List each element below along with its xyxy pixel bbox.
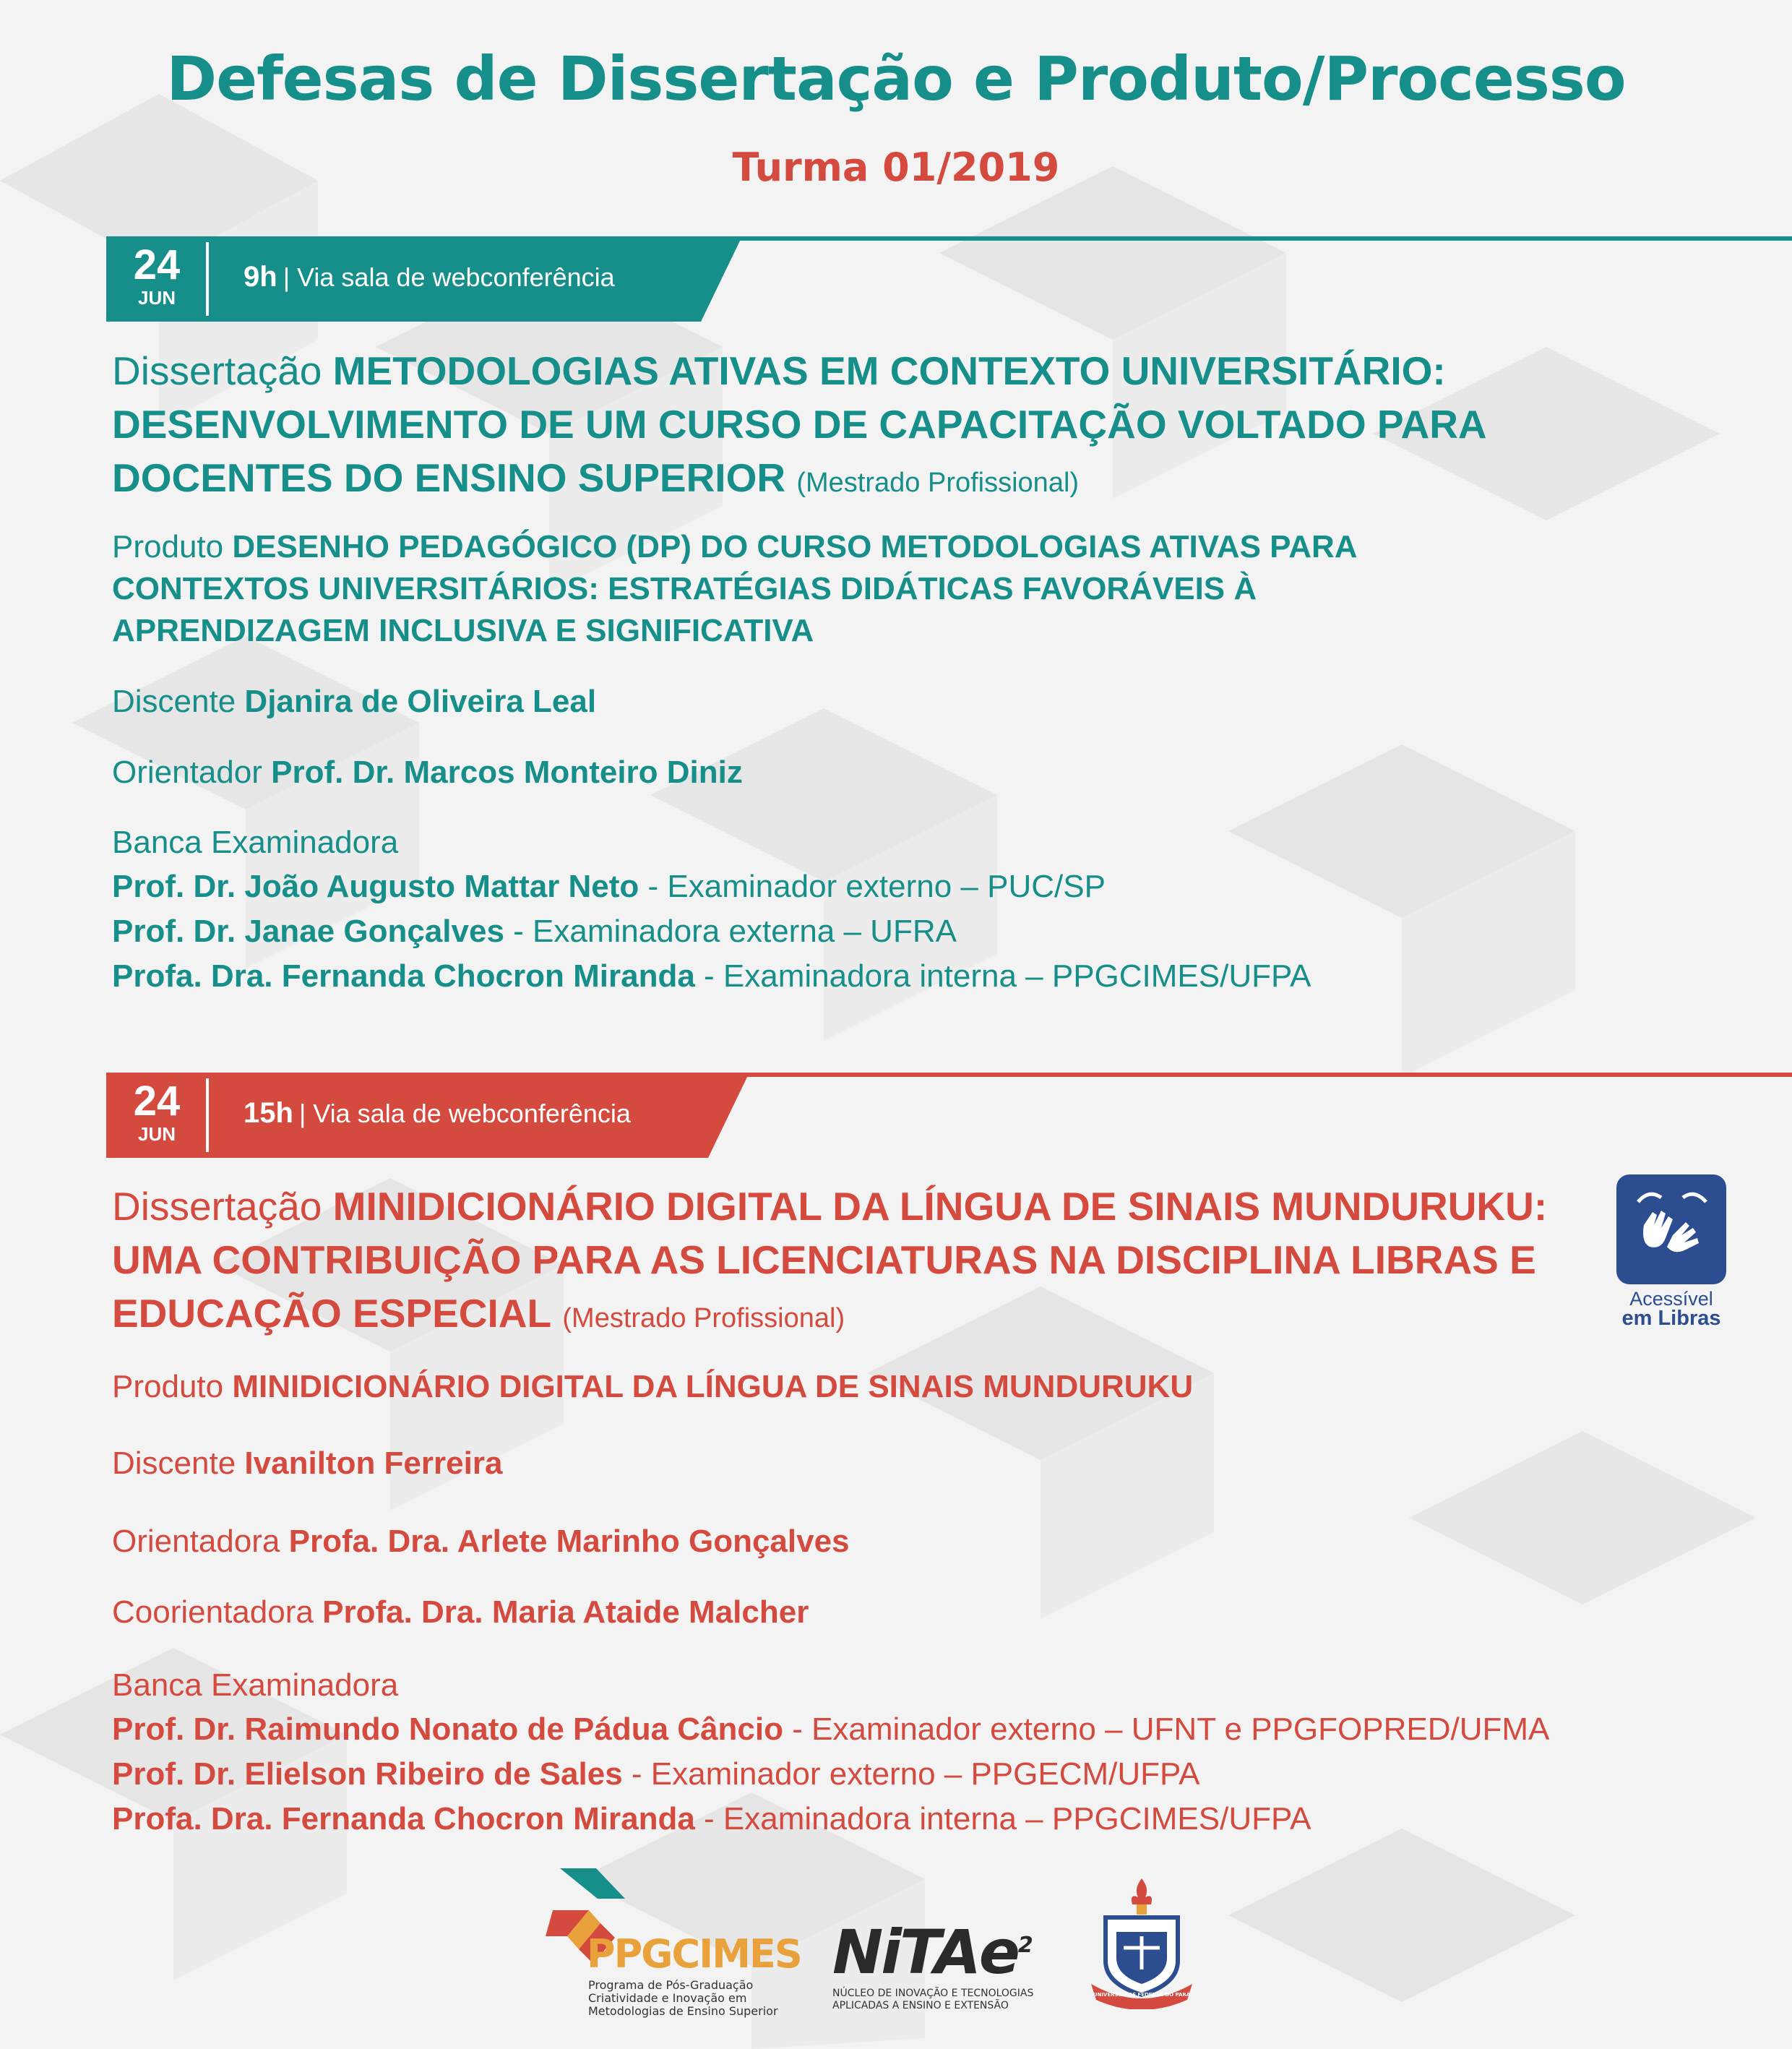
nitae-logo-superscript: 2 <box>1017 1933 1031 1958</box>
examiner-name: Prof. Dr. Raimundo Nonato de Pádua Câncio <box>112 1711 783 1747</box>
session-1-header-bar <box>106 236 1792 322</box>
product-label: Produto <box>112 1369 224 1404</box>
student-name: Djanira de Oliveira Leal <box>244 684 597 719</box>
session-2-time: 15h <box>244 1097 293 1129</box>
dissertation-label: Dissertação <box>112 1184 322 1229</box>
session-2-student <box>112 1443 1651 1485</box>
session-2-product <box>112 1366 1651 1408</box>
session-2-time-venue <box>244 1097 631 1130</box>
page-subtitle: Turma 01/2019 <box>732 145 1060 190</box>
session-2-advisor <box>112 1521 1651 1563</box>
university-crest-icon <box>1087 1876 1196 2009</box>
session-2-day: 24 <box>133 1078 181 1125</box>
session-2-separator: | <box>298 1099 306 1128</box>
examiner-role: - Examinadora interna – PPGCIMES/UFPA <box>694 958 1311 994</box>
examiner-role: - Examinador externo – UFNT e PPGFOPRED/UFMA <box>783 1711 1550 1747</box>
advisor-label: Orientador <box>112 755 262 790</box>
examiner-name: Prof. Dr. Janae Gonçalves <box>112 914 504 949</box>
session-1-date <box>106 236 207 322</box>
session-2-dissertation <box>112 1180 1615 1345</box>
ppgcimes-caption-line: Metodologias de Ensino Superior <box>588 2004 778 2018</box>
nitae-logo-name <box>832 1917 1031 1988</box>
session-2-month: JUN <box>137 1123 176 1145</box>
session-1-time: 9h <box>244 261 277 293</box>
ppgcimes-caption-line: Criatividade e Inovação em <box>588 1991 747 2005</box>
ppgcimes-caption <box>588 1979 778 2018</box>
dissertation-title: METODOLOGIAS ATIVAS EM CONTEXTO UNIVERSITÁRIO: DESENVOLVIMENTO DE UM CURSO DE CAPACITAÇÃO VOLTADO PARA DOCENTES DO ENSINO SUPERIOR <box>112 348 1486 500</box>
ppgcimes-logo-name: PPGCIMES <box>587 1931 801 1977</box>
examiner-row <box>112 909 1651 954</box>
nitae-caption-line: APLICADAS A ENSINO E EXTENSÃO <box>832 2000 1009 2011</box>
session-1-day: 24 <box>133 241 181 288</box>
advisor-label: Orientadora <box>112 1524 280 1559</box>
session-2-banca <box>112 1664 1651 1842</box>
examiner-row <box>112 954 1651 999</box>
session-2-coadvisor <box>112 1591 1651 1633</box>
examiner-row <box>112 1797 1651 1842</box>
dissertation-label: Dissertação <box>112 348 322 393</box>
examiner-role: - Examinador externo – PUC/SP <box>639 869 1106 904</box>
session-1-venue: Via sala de webconferência <box>297 262 615 292</box>
student-label: Discente <box>112 1446 236 1481</box>
ppgcimes-caption-line: Programa de Pós-Graduação <box>588 1978 754 1992</box>
product-title: DESENHO PEDAGÓGICO (DP) DO CURSO METODOLOGIAS ATIVAS PARA CONTEXTOS UNIVERSITÁRIOS: ESTRATÉGIAS DIDÁTICAS FAVORÁVEIS À APRENDIZAGEM INCLUSIVA E SIGNIFICATIVA <box>112 529 1356 648</box>
libras-badge-line2: em Libras <box>1621 1307 1721 1330</box>
program-note: (Mestrado Profissional) <box>562 1303 845 1333</box>
banca-title: Banca Examinadora <box>112 1667 399 1703</box>
examiner-name: Profa. Dra. Fernanda Chocron Miranda <box>112 1801 695 1837</box>
examiner-role: - Examinador externo – PPGECM/UFPA <box>622 1756 1200 1792</box>
examiner-role: - Examinadora interna – PPGCIMES/UFPA <box>694 1801 1311 1837</box>
hands-sign-language-icon <box>1616 1174 1726 1284</box>
nitae-logo-text: NiTAe <box>832 1917 1018 1988</box>
nitae-caption <box>832 1988 1033 2012</box>
session-2-header-bar <box>106 1073 1792 1158</box>
session-1-advisor <box>112 752 1651 794</box>
examiner-row <box>112 864 1651 909</box>
student-name: Ivanilton Ferreira <box>244 1446 503 1481</box>
examiner-name: Prof. Dr. João Augusto Mattar Neto <box>112 869 639 904</box>
session-1-month: JUN <box>137 287 176 309</box>
product-title: MINIDICIONÁRIO DIGITAL DA LÍNGUA DE SINAIS MUNDURUKU <box>232 1369 1194 1404</box>
coadvisor-name: Profa. Dra. Maria Ataide Malcher <box>322 1594 809 1630</box>
nitae-caption-line: NÚCLEO DE INOVAÇÃO E TECNOLOGIAS <box>832 1988 1034 1999</box>
banca-title: Banca Examinadora <box>112 825 399 860</box>
session-1-separator: | <box>283 262 290 292</box>
session-2-date <box>106 1073 207 1158</box>
page-title: Defesas de Dissertação e Produto/Processo <box>166 43 1626 114</box>
session-1-banca <box>112 821 1651 999</box>
product-label: Produto <box>112 529 224 564</box>
examiner-row <box>112 1752 1651 1797</box>
session-1-dissertation <box>112 344 1651 510</box>
examiner-name: Prof. Dr. Elielson Ribeiro de Sales <box>112 1756 623 1792</box>
examiner-name: Profa. Dra. Fernanda Chocron Miranda <box>112 958 695 994</box>
advisor-name: Prof. Dr. Marcos Monteiro Diniz <box>271 755 743 790</box>
advisor-name: Profa. Dra. Arlete Marinho Gonçalves <box>288 1524 850 1559</box>
examiner-row <box>112 1707 1651 1752</box>
student-label: Discente <box>112 684 236 719</box>
session-1-product <box>112 526 1485 652</box>
program-note: (Mestrado Profissional) <box>796 468 1080 498</box>
session-2-venue: Via sala de webconferência <box>313 1099 631 1128</box>
ufpa-ribbon-text: UNIVERSIDADE FEDERAL DO PARÁ <box>1093 1992 1191 1998</box>
session-1-student <box>112 681 1651 723</box>
coadvisor-label: Coorientadora <box>112 1594 314 1630</box>
libras-badge-line1: Acessível <box>1629 1288 1713 1310</box>
dissertation-title: MINIDICIONÁRIO DIGITAL DA LÍNGUA DE SINAIS MUNDURUKU: UMA CONTRIBUIÇÃO PARA AS LICENCIATURAS NA DISCIPLINA LIBRAS E EDUCAÇÃO ESPECIAL <box>112 1184 1548 1336</box>
examiner-role: - Examinadora externa – UFRA <box>504 914 957 949</box>
session-1-time-venue <box>244 261 615 293</box>
